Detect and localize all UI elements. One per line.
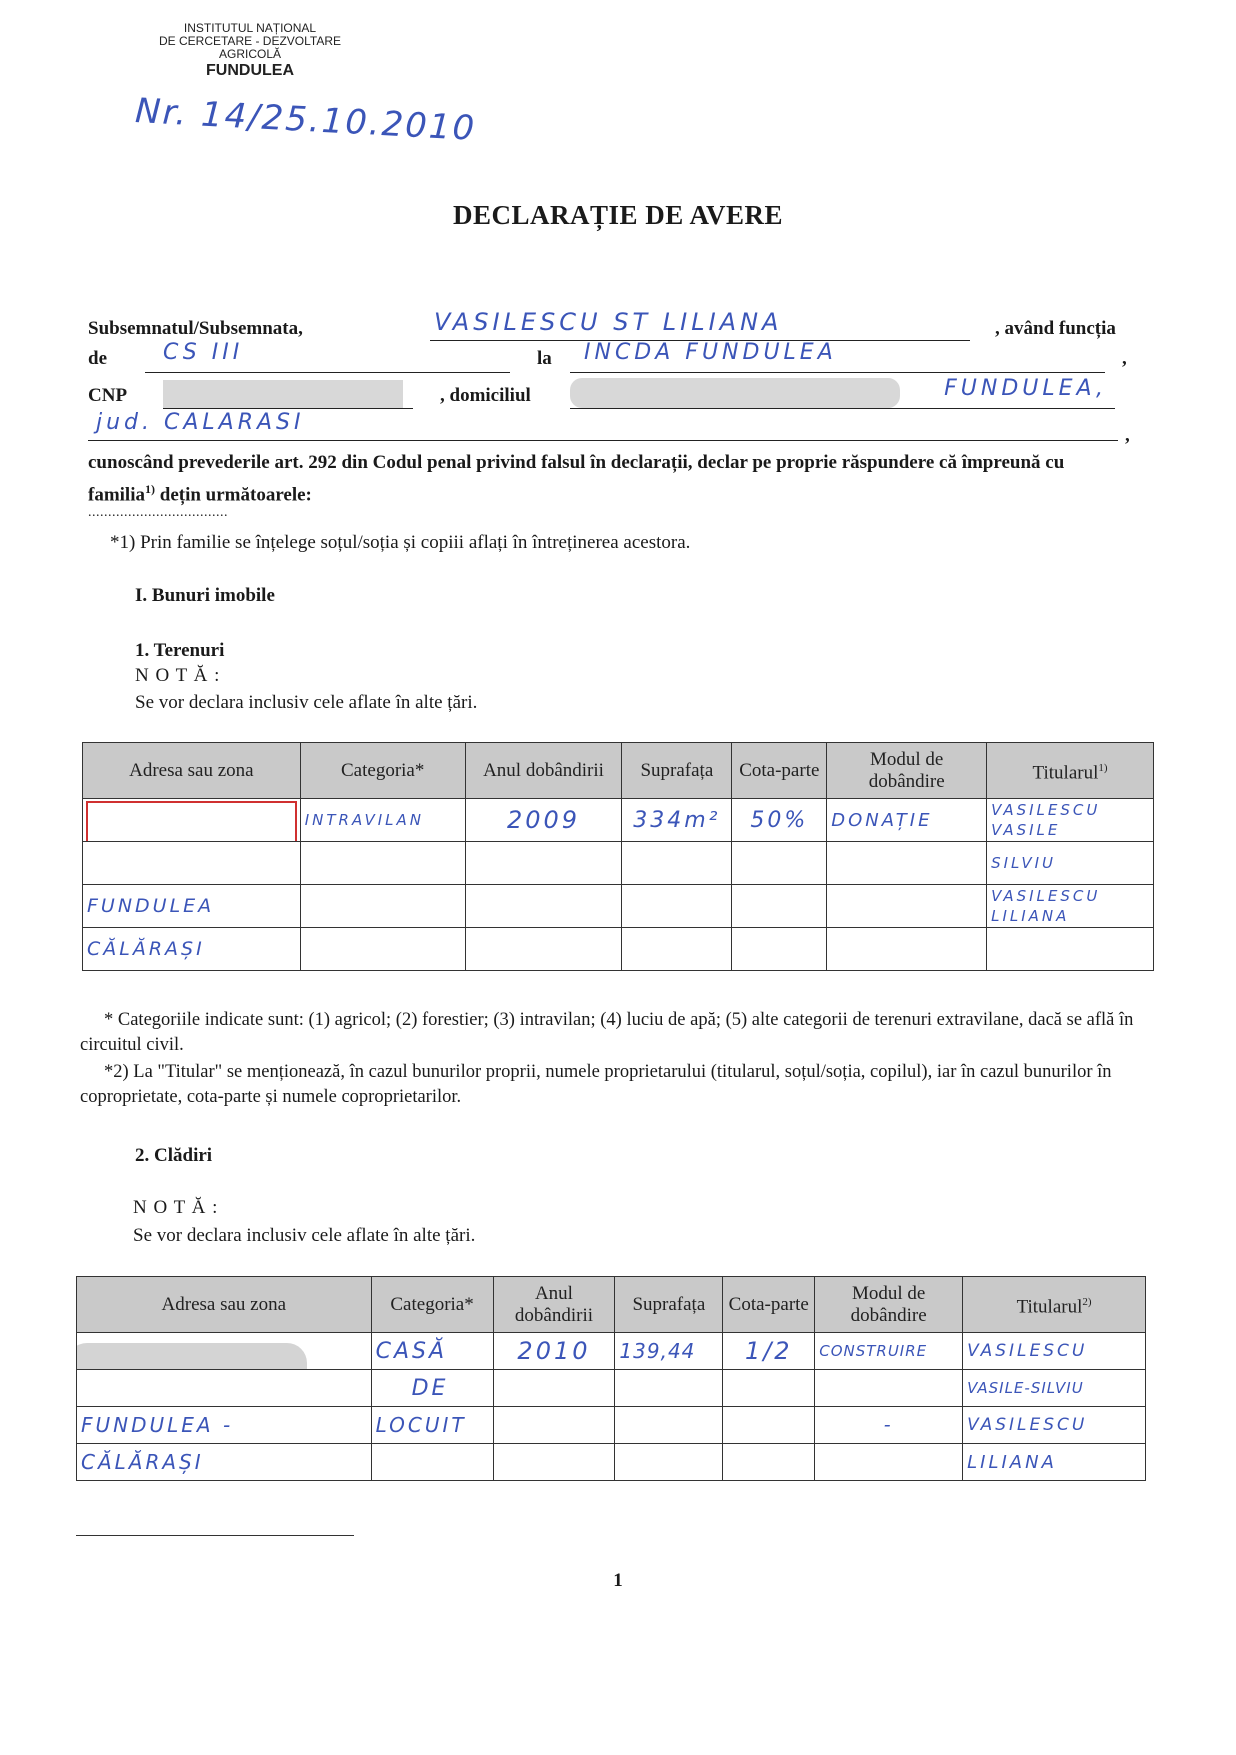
- dots-separator: ...................................: [88, 505, 228, 520]
- cell-modul: [827, 885, 987, 928]
- cell-titular: VASILESCU VASILE: [987, 799, 1154, 842]
- cell-modul: [815, 1370, 963, 1407]
- stamp-line-2: DE CERCETARE - DEZVOLTARE: [158, 34, 342, 48]
- cell-anul: [465, 885, 622, 928]
- table-row: [77, 1407, 1146, 1444]
- header-titular-label: Titularul: [1032, 762, 1099, 784]
- cell-titular: [987, 928, 1154, 971]
- domiciliu-field-2: [88, 412, 1118, 441]
- cell-cota: 50%: [732, 799, 827, 842]
- functia-field: [145, 342, 510, 373]
- domiciliu-value: FUNDULEA,: [944, 376, 1107, 401]
- cell-adresa: [77, 1370, 372, 1407]
- cell-categoria: [371, 1444, 493, 1481]
- label-domiciliul: , domiciliul: [440, 385, 531, 406]
- page-title: DECLARAȚIE DE AVERE: [452, 200, 784, 230]
- cell-titular: VASILESCU LILIANA: [987, 885, 1154, 928]
- cell-suprafata: [622, 842, 732, 885]
- cell-adresa: CĂLĂRAȘI: [83, 928, 301, 971]
- cell-suprafata: [622, 928, 732, 971]
- cell-titular: VASILESCU: [963, 1333, 1146, 1370]
- cell-categoria: LOCUIT: [371, 1407, 493, 1444]
- header-suprafata: Suprafața: [615, 1277, 723, 1333]
- nota-text-1: Se vor declara inclusiv cele aflate în alte țări.: [135, 692, 478, 713]
- section-cladiri: 2. Clădiri: [135, 1145, 213, 1166]
- cell-modul: [827, 928, 987, 971]
- domiciliu-field: [570, 378, 1115, 409]
- cell-suprafata: 139,44: [615, 1333, 723, 1370]
- cell-titular: LILIANA: [963, 1444, 1146, 1481]
- header-modul: Modul de dobândire: [815, 1277, 963, 1333]
- cell-categoria: DE: [371, 1370, 493, 1407]
- header-cota: Cota-parte: [732, 743, 827, 799]
- address-redacted: [77, 1343, 308, 1370]
- cell-cota: [732, 842, 827, 885]
- cell-suprafata: [615, 1407, 723, 1444]
- nota-label-1: N O T Ă :: [135, 665, 221, 686]
- table-row: [77, 1370, 1146, 1407]
- redaction-box: [86, 801, 297, 842]
- cell-adresa: [77, 1333, 372, 1370]
- cell-anul: 2010: [493, 1333, 615, 1370]
- footnote-titular: *2) La "Titular" se menționează, în cazul bunurilor proprii, numele proprietarului (titularul, soțul/soția, copilul), iar în cazul bunurilor în coproprietate, cota-parte și numele coproprietarilor.: [80, 1062, 1112, 1107]
- cell-anul: 2009: [465, 799, 622, 842]
- nota-label-2: N O T Ă :: [133, 1197, 219, 1218]
- cell-suprafata: [622, 885, 732, 928]
- header-titular-label: Titularul: [1016, 1296, 1083, 1318]
- institution-stamp: [130, 22, 370, 81]
- declaration-text: [88, 450, 1128, 508]
- table-row: [83, 885, 1154, 928]
- cell-anul: [493, 1444, 615, 1481]
- cell-titular: SILVIU: [987, 842, 1154, 885]
- label-functia: , având funcția: [995, 318, 1116, 339]
- la-field: [570, 342, 1105, 373]
- cell-cota: [723, 1444, 815, 1481]
- cell-categoria: [300, 842, 465, 885]
- footnote-categorii: * Categoriile indicate sunt: (1) agricol; (2) forestier; (3) intravilan; (4) luciu de apă; (5) alte categorii de terenuri extravilane, dacă se află în circuitul civil.: [80, 1010, 1134, 1055]
- label-subsemnatul: Subsemnatul/Subsemnata,: [88, 318, 303, 339]
- cell-cota: [723, 1370, 815, 1407]
- cell-suprafata: 334m²: [622, 799, 732, 842]
- cell-anul: [465, 928, 622, 971]
- cell-adresa: [83, 842, 301, 885]
- cell-adresa: [83, 799, 301, 842]
- cell-adresa: CĂLĂRAȘI: [77, 1444, 372, 1481]
- cell-titular: VASILE-SILVIU: [963, 1370, 1146, 1407]
- footnote-family: *1) Prin familie se înțelege soțul/soția și copiii aflați în întreținerea acestora.: [110, 532, 691, 553]
- cell-cota: 1/2: [723, 1333, 815, 1370]
- cell-modul: CONSTRUIRE: [815, 1333, 963, 1370]
- cell-categoria: [300, 928, 465, 971]
- cell-modul: -: [815, 1407, 963, 1444]
- comma-2: ,: [1125, 425, 1130, 446]
- table-row: [77, 1333, 1146, 1370]
- cell-cota: [732, 885, 827, 928]
- declaration-end: dețin următoarele:: [155, 484, 312, 506]
- cnp-field: [163, 380, 413, 409]
- cell-categoria: [300, 885, 465, 928]
- header-suprafata: Suprafața: [622, 743, 732, 799]
- header-modul: Modul de dobândire: [827, 743, 987, 799]
- cell-categoria: CASĂ: [371, 1333, 493, 1370]
- cell-suprafata: [615, 1370, 723, 1407]
- header-titular: [987, 743, 1154, 799]
- header-categoria: Categoria*: [300, 743, 465, 799]
- header-anul: Anul dobândirii: [493, 1277, 615, 1333]
- table-header-row: [77, 1277, 1146, 1333]
- header-categoria: Categoria*: [371, 1277, 493, 1333]
- registration-number: Nr. 14/25.10.2010: [134, 91, 478, 149]
- label-la: la: [537, 348, 552, 369]
- header-adresa: Adresa sau zona: [77, 1277, 372, 1333]
- name-value: VASILESCU ST LILIANA: [434, 308, 783, 336]
- cell-anul: [465, 842, 622, 885]
- name-field: [430, 310, 970, 341]
- table-terenuri: [82, 742, 1154, 971]
- stamp-line-1: INSTITUTUL NAȚIONAL: [183, 21, 317, 35]
- header-adresa: Adresa sau zona: [83, 743, 301, 799]
- table-row: [83, 842, 1154, 885]
- table-cladiri: [76, 1276, 1146, 1481]
- cell-suprafata: [615, 1444, 723, 1481]
- cell-anul: [493, 1370, 615, 1407]
- stamp-line-3: AGRICOLĂ: [218, 47, 281, 61]
- cell-modul: DONAȚIE: [827, 799, 987, 842]
- cell-titular: VASILESCU: [963, 1407, 1146, 1444]
- cell-modul: [815, 1444, 963, 1481]
- declaration-sup: 1): [145, 482, 155, 496]
- cell-modul: [827, 842, 987, 885]
- domiciliu-value-2: jud. CALARASI: [96, 410, 305, 435]
- comma-1: ,: [1122, 348, 1127, 369]
- stamp-line-4: FUNDULEA: [206, 62, 294, 79]
- page-number: 1: [613, 1570, 623, 1591]
- table-row: [83, 799, 1154, 842]
- cell-adresa: FUNDULEA: [83, 885, 301, 928]
- section-terenuri: 1. Terenuri: [135, 640, 225, 661]
- header-titular-sup: 2): [1082, 1295, 1092, 1308]
- table-row: [83, 928, 1154, 971]
- table-row: [77, 1444, 1146, 1481]
- nota-text-2: Se vor declara inclusiv cele aflate în alte țări.: [133, 1225, 476, 1246]
- table-header-row: [83, 743, 1154, 799]
- functia-value: CS III: [163, 340, 244, 365]
- cell-cota: [732, 928, 827, 971]
- cell-cota: [723, 1407, 815, 1444]
- cell-categoria: INTRAVILAN: [300, 799, 465, 842]
- header-anul: Anul dobândirii: [465, 743, 622, 799]
- label-de: de: [88, 348, 107, 369]
- header-titular: [963, 1277, 1146, 1333]
- section-bunuri-imobile: I. Bunuri imobile: [135, 585, 275, 606]
- label-cnp: CNP: [88, 385, 128, 406]
- header-titular-sup: 1): [1098, 761, 1108, 774]
- cell-anul: [493, 1407, 615, 1444]
- la-value: INCDA FUNDULEA: [584, 340, 837, 365]
- declaration-main: cunoscând prevederile art. 292 din Codul penal privind falsul în declarații, declar pe proprie răspundere că împreună cu familia: [88, 452, 1065, 506]
- footer-rule: [76, 1535, 354, 1536]
- header-cota: Cota-parte: [723, 1277, 815, 1333]
- cell-adresa: FUNDULEA -: [77, 1407, 372, 1444]
